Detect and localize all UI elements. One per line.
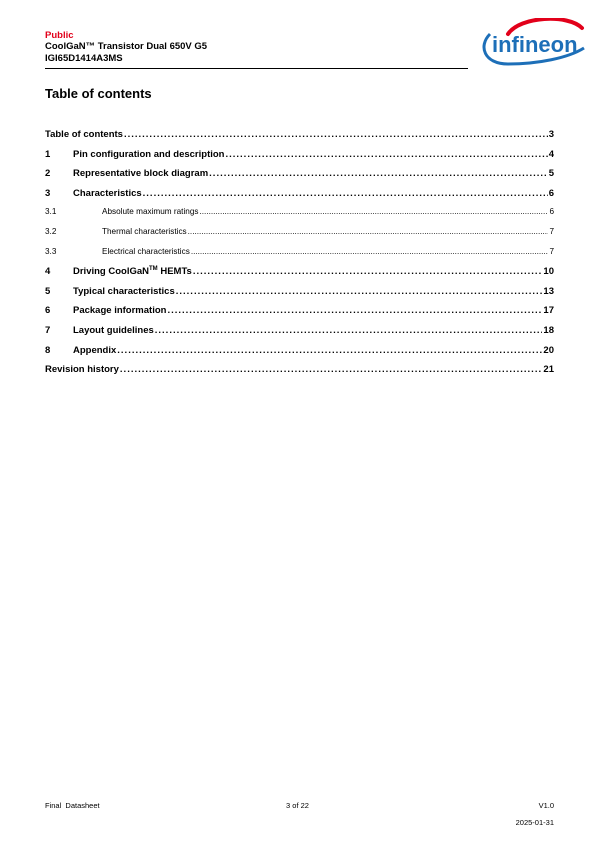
toc-leader xyxy=(155,325,543,336)
toc-entry[interactable] xyxy=(45,325,554,345)
toc-entry-title: Thermal characteristics xyxy=(102,226,187,236)
document-header xyxy=(45,30,468,65)
toc-entry[interactable] xyxy=(45,168,554,188)
toc-leader xyxy=(199,207,548,216)
product-title: CoolGaN™ Transistor Dual 650V G5 xyxy=(45,41,208,52)
toc-entry-page: 18 xyxy=(543,324,554,336)
toc-entry[interactable] xyxy=(45,188,554,208)
toc-leader xyxy=(117,345,542,356)
toc-leader xyxy=(188,227,549,236)
header-divider xyxy=(45,68,468,69)
toc-entry-number: 3 xyxy=(45,187,51,199)
toc-entry-number: 7 xyxy=(45,324,51,336)
toc-entry-page: 20 xyxy=(543,344,554,356)
toc-entry-page: 10 xyxy=(543,266,554,278)
toc-entry-title: Absolute maximum ratings xyxy=(102,207,199,217)
toc-leader xyxy=(209,168,548,179)
footer-date: 2025-01-31 xyxy=(515,818,554,827)
toc-entry-page: 5 xyxy=(548,168,554,180)
toc-entry-title: Characteristics xyxy=(73,187,142,199)
toc-entry-number: 5 xyxy=(45,285,51,297)
toc-entry-number: 4 xyxy=(45,266,51,278)
toc-entry[interactable] xyxy=(45,345,554,365)
toc-leader xyxy=(120,364,543,375)
toc-leader xyxy=(124,129,548,140)
toc-entry[interactable] xyxy=(45,305,554,325)
toc-entry-title xyxy=(73,266,192,277)
toc-entry[interactable] xyxy=(45,247,554,267)
toc-entry[interactable] xyxy=(45,364,554,384)
toc-entry-title-suffix: HEMTs xyxy=(157,266,192,278)
toc-entry-page: 4 xyxy=(548,148,554,160)
toc-leader xyxy=(225,149,547,160)
toc-entry[interactable] xyxy=(45,266,554,286)
toc-entry-title: Representative block diagram xyxy=(73,168,209,180)
toc-leader xyxy=(193,266,543,277)
toc-entry-number: 6 xyxy=(45,305,51,317)
trademark-superscript: TM xyxy=(149,266,158,273)
toc-entry-title: Typical characteristics xyxy=(73,285,175,297)
toc-entry-number: 2 xyxy=(45,168,51,180)
toc-entry-number: 1 xyxy=(45,148,51,160)
toc-entry-number: 3.1 xyxy=(45,207,57,217)
toc-entry-number: 3.2 xyxy=(45,226,57,236)
toc-entry-page: 6 xyxy=(549,207,554,217)
toc-entry-number: 3.3 xyxy=(45,246,57,256)
part-number: IGI65D1414A3MS xyxy=(45,53,123,64)
logo-wordmark: infineon xyxy=(492,32,578,57)
toc-entry-title-main: Driving CoolGaN xyxy=(73,266,150,278)
footer-page-indicator: 3 of 22 xyxy=(286,801,309,810)
toc-entry[interactable] xyxy=(45,286,554,306)
toc-entry-page: 7 xyxy=(549,226,554,236)
toc-entry-title: Table of contents xyxy=(45,129,123,140)
toc-entry-page: 13 xyxy=(543,285,554,297)
toc-entry-title: Appendix xyxy=(73,344,117,356)
footer-doc-type: Final Datasheet xyxy=(45,801,100,810)
toc-entry-title: Package information xyxy=(73,305,167,317)
footer-version: V1.0 xyxy=(538,801,554,810)
toc-entry-title: Electrical characteristics xyxy=(102,246,190,256)
toc-entry-page: 6 xyxy=(548,187,554,199)
toc-heading: Table of contents xyxy=(45,86,152,101)
toc-entry[interactable] xyxy=(45,129,554,149)
infineon-logo xyxy=(478,18,590,70)
toc-leader xyxy=(143,188,548,199)
toc-entry-page: 21 xyxy=(543,364,554,376)
toc-entry[interactable] xyxy=(45,207,554,227)
toc-leader xyxy=(176,286,543,297)
toc-entry-title: Revision history xyxy=(45,364,119,376)
toc-entry[interactable] xyxy=(45,149,554,169)
toc-leader xyxy=(167,305,542,316)
toc-entry-page: 17 xyxy=(543,305,554,317)
table-of-contents xyxy=(45,129,554,384)
toc-entry-page: 3 xyxy=(548,129,554,140)
toc-entry-page: 7 xyxy=(549,246,554,256)
toc-leader xyxy=(191,247,549,256)
toc-entry-title: Pin configuration and description xyxy=(73,148,225,160)
toc-entry[interactable] xyxy=(45,227,554,247)
toc-entry-title: Layout guidelines xyxy=(73,324,154,336)
classification-label: Public xyxy=(45,30,74,41)
toc-entry-number: 8 xyxy=(45,344,51,356)
